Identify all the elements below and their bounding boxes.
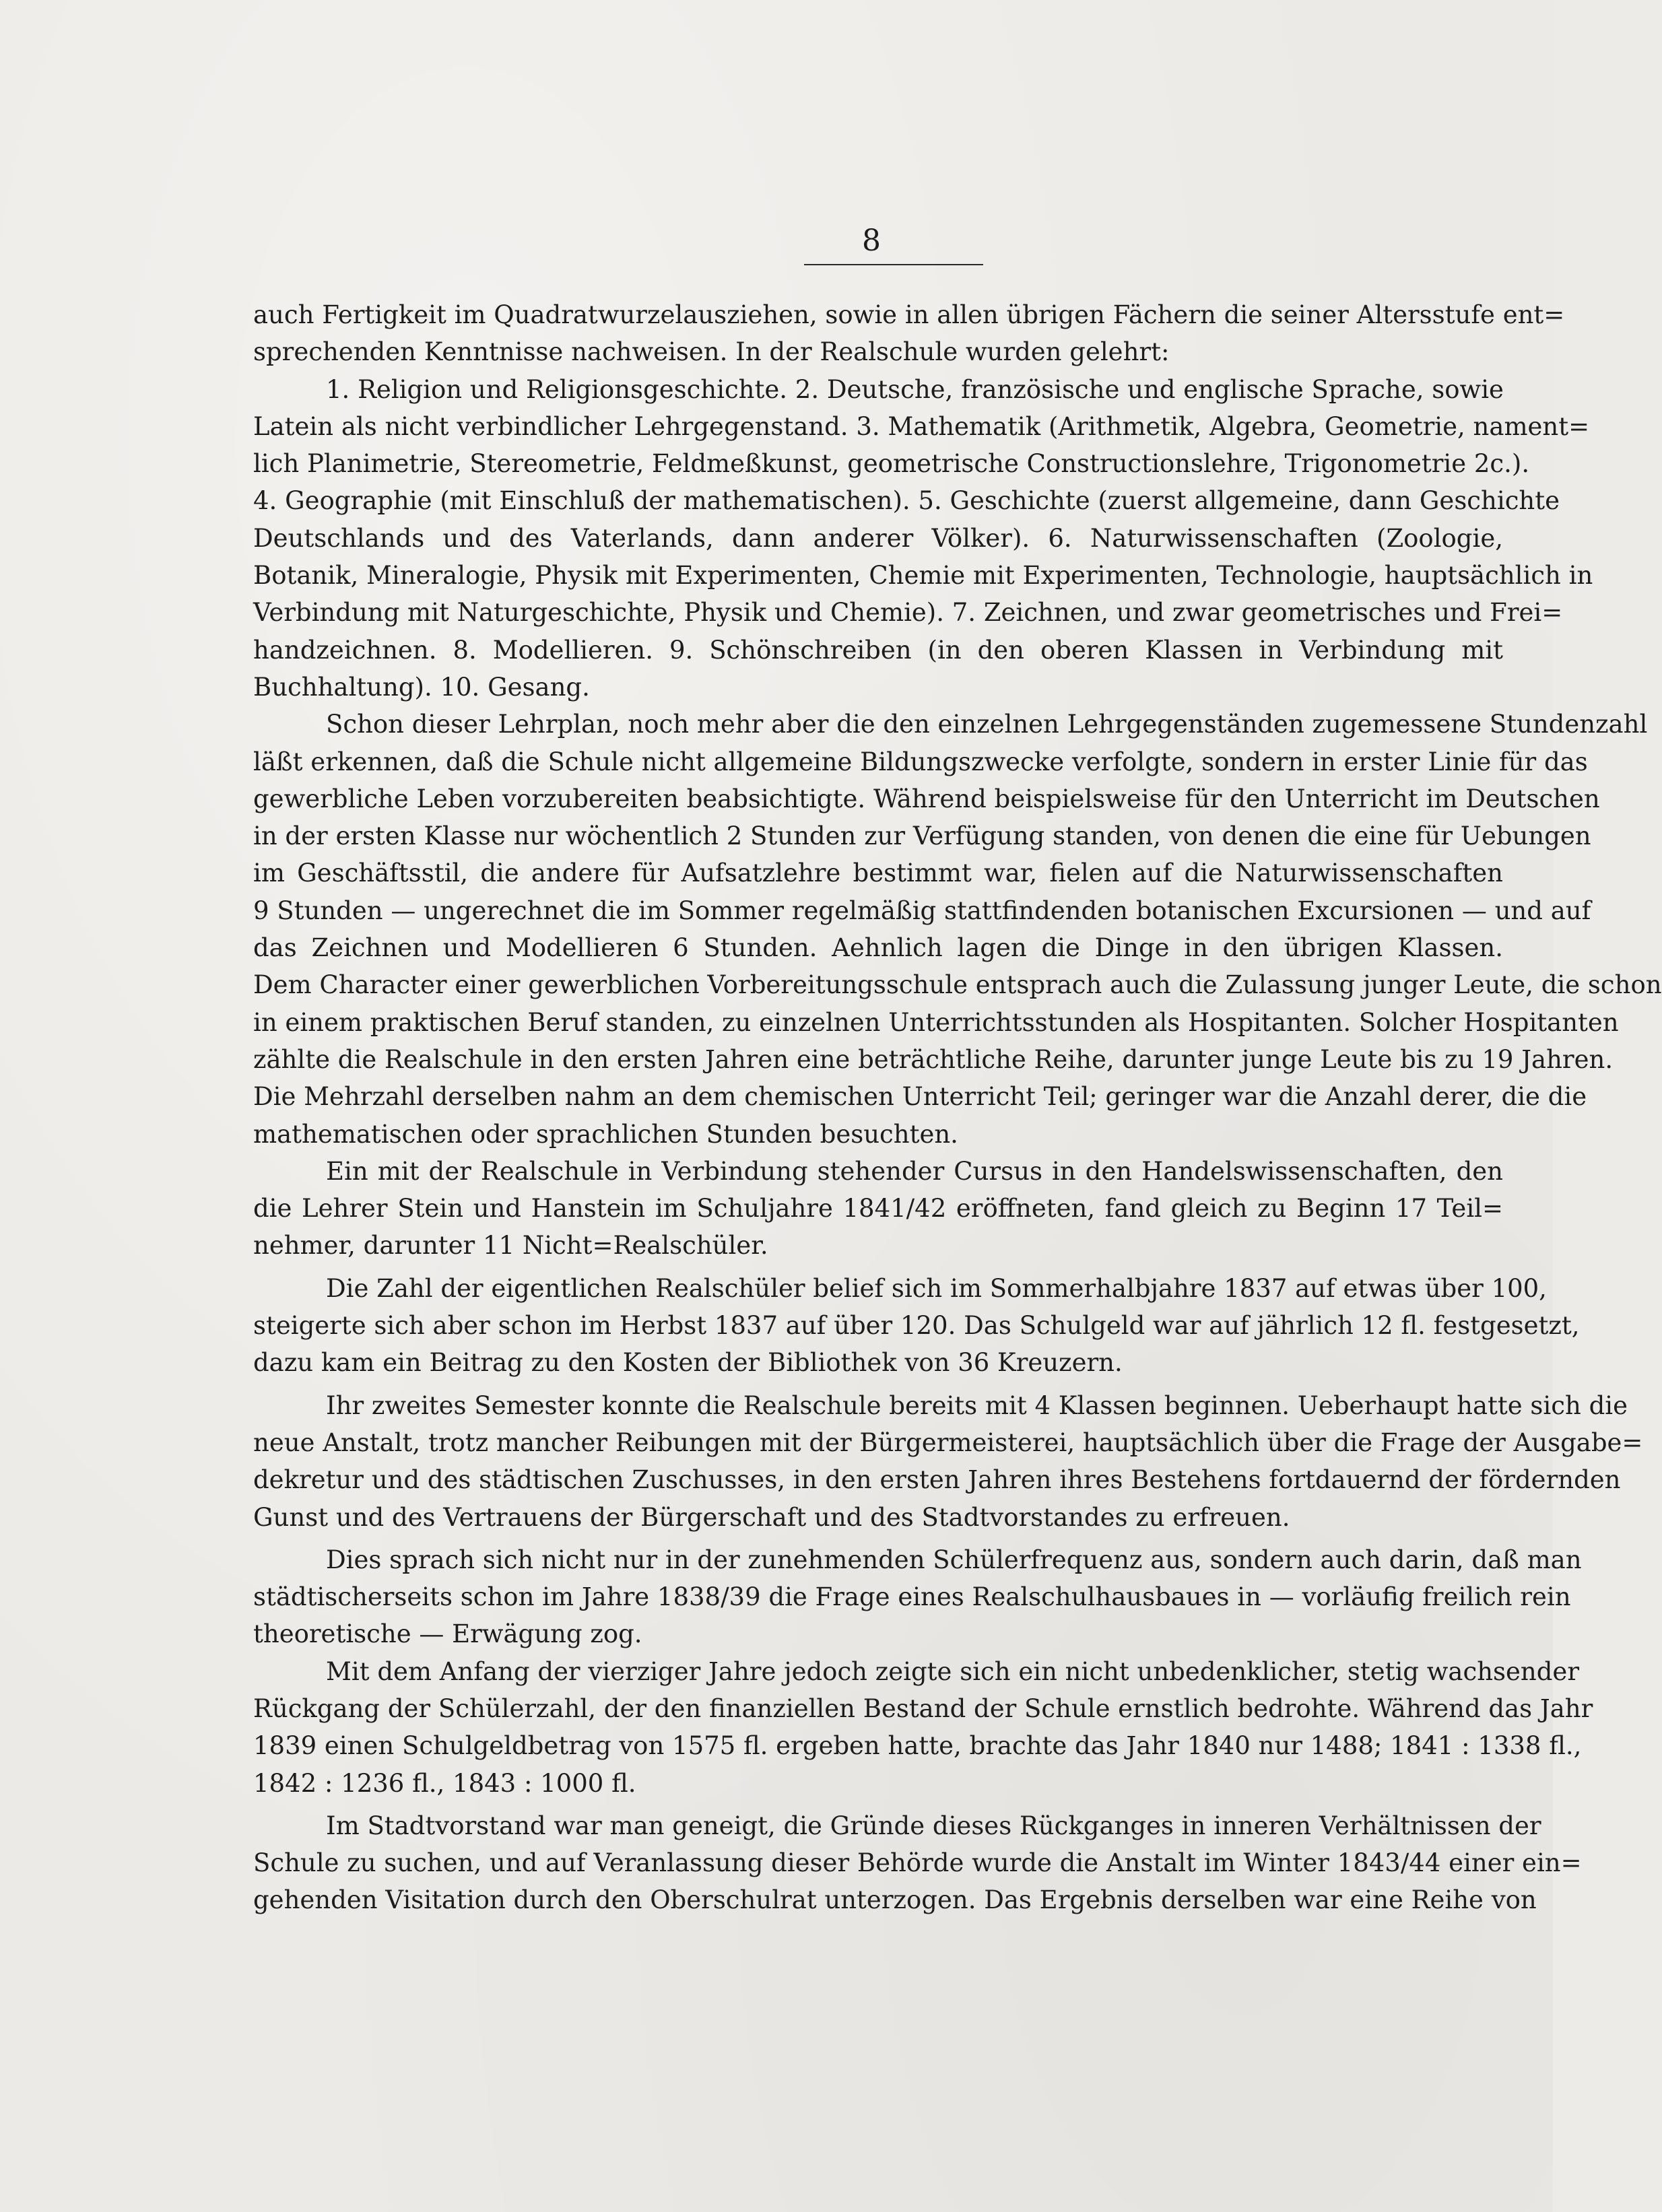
text-line: nehmer, darunter 11 Nicht=Realschüler. (253, 1231, 768, 1261)
text-line: Dies sprach sich nicht nur in der zunehmenden Schülerfrequenz aus, sondern auch darin, daß man (326, 1545, 1582, 1574)
text-line: Verbindung mit Naturgeschichte, Physik und Chemie). 7. Zeichnen, und zwar geometrisches und Frei= (253, 598, 1563, 628)
text-line: Botanik, Mineralogie, Physik mit Experimenten, Chemie mit Experimenten, Technologie, hauptsächlich in (253, 561, 1593, 591)
text-line: Die Mehrzahl derselben nahm an dem chemischen Unterricht Teil; geringer war die Anzahl derer, die die (253, 1082, 1587, 1112)
paragraph (253, 1653, 1593, 1802)
text-line: zählte die Realschule in den ersten Jahren eine beträchtliche Reihe, darunter junge Leute bis zu 19 Jahren. (253, 1044, 1614, 1074)
text-line: Die Zahl der eigentlichen Realschüler belief sich im Sommerhalbjahre 1837 auf etwas über 100, (326, 1273, 1547, 1303)
text-line: Deutschlands und des Vaterlands, dann anderer Völker). 6. Naturwissenschaften (Zoologie, (253, 523, 1503, 553)
paragraph (253, 706, 1662, 1153)
text-line: 1842 : 1236 fl., 1843 : 1000 fl. (253, 1768, 636, 1798)
text-line: Ein mit der Realschule in Verbindung stehender Cursus in den Handelswissenschaften, den (326, 1156, 1503, 1186)
body-text (253, 296, 1662, 1919)
text-line: steigerte sich aber schon im Herbst 1837 auf über 120. Das Schulgeld war auf jährlich 12 fl. festgesetzt, (253, 1311, 1580, 1341)
text-line: Mit dem Anfang der vierziger Jahre jedoch zeigte sich ein nicht unbedenklicher, stetig wachsender (326, 1656, 1580, 1686)
text-line: das Zeichnen und Modellieren 6 Stunden. Aehnlich lagen die Dinge in den übrigen Klassen. (253, 933, 1503, 963)
page-number: 8 (862, 224, 881, 258)
text-line: handzeichnen. 8. Modellieren. 9. Schönschreiben (in den oberen Klassen in Verbindung mit (253, 635, 1503, 665)
text-line: in einem praktischen Beruf standen, zu einzelnen Unterrichtsstunden als Hospitanten. Solcher Hospitanten (253, 1007, 1619, 1037)
paragraph (253, 1387, 1643, 1536)
text-line: gehenden Visitation durch den Oberschulrat unterzogen. Das Ergebnis derselben war eine Reihe von (253, 1885, 1537, 1915)
text-line: Rückgang der Schülerzahl, der den finanziellen Bestand der Schule ernstlich bedrohte. Während das Jahr (253, 1694, 1593, 1723)
paragraph (253, 1270, 1580, 1382)
text-line: sprechenden Kenntnisse nachweisen. In der Realschule wurden gelehrt: (253, 337, 1170, 367)
paragraph (253, 1807, 1582, 1919)
text-line: lich Planimetrie, Stereometrie, Feldmeßkunst, geometrische Constructionslehre, Trigonometrie 2c.). (253, 449, 1530, 479)
text-line: in der ersten Klasse nur wöchentlich 2 Stunden zur Verfügung standen, von denen die eine für Uebungen (253, 822, 1591, 851)
header-rule (804, 264, 983, 265)
text-line: 1. Religion und Religionsgeschichte. 2. Deutsche, französische und englische Sprache, sowie (326, 374, 1504, 404)
text-line: Gunst und des Vertrauens der Bürgerschaft und des Stadtvorstandes zu erfreuen. (253, 1502, 1290, 1532)
paragraph (253, 1541, 1582, 1653)
text-line: Dem Character einer gewerblichen Vorbereitungsschule entsprach auch die Zulassung junger Leute, die schon (253, 970, 1662, 1000)
text-line: läßt erkennen, daß die Schule nicht allgemeine Bildungszwecke verfolgte, sondern in erster Linie für das (253, 747, 1588, 776)
paragraph (253, 296, 1565, 371)
text-line: im Geschäftsstil, die andere für Aufsatzlehre bestimmt war, fielen auf die Naturwissenschaften (253, 859, 1503, 888)
text-line: Latein als nicht verbindlicher Lehrgegenstand. 3. Mathematik (Arithmetik, Algebra, Geometrie, nament= (253, 411, 1590, 441)
text-line: Schon dieser Lehrplan, noch mehr aber die den einzelnen Lehrgegenständen zugemessene Stundenzahl (326, 710, 1648, 739)
text-line: dekretur und des städtischen Zuschusses, in den ersten Jahren ihres Bestehens fortdauernd der fördernden (253, 1465, 1621, 1495)
text-line: gewerbliche Leben vorzubereiten beabsichtigte. Während beispielsweise für den Unterricht im Deutschen (253, 784, 1600, 813)
text-line: Buchhaltung). 10. Gesang. (253, 672, 590, 702)
paragraph (253, 371, 1593, 706)
text-line: dazu kam ein Beitrag zu den Kosten der Bibliothek von 36 Kreuzern. (253, 1348, 1123, 1378)
text-line: 4. Geographie (mit Einschluß der mathematischen). 5. Geschichte (zuerst allgemeine, dann Geschichte (253, 486, 1560, 516)
text-line: Schule zu suchen, und auf Veranlassung dieser Behörde wurde die Anstalt im Winter 1843/44 einer ein= (253, 1848, 1582, 1878)
text-line: neue Anstalt, trotz mancher Reibungen mit der Bürgermeisterei, hauptsächlich über die Frage der Ausgabe= (253, 1428, 1643, 1457)
text-line: 9 Stunden — ungerechnet die im Sommer regelmäßig stattfindenden botanischen Excursionen — und auf (253, 896, 1591, 925)
text-line: städtischerseits schon im Jahre 1838/39 die Frage eines Realschulhausbaues in — vorläufig freilich rein (253, 1582, 1571, 1612)
text-line: theoretische — Erwägung zog. (253, 1619, 642, 1649)
text-line: die Lehrer Stein und Hanstein im Schuljahre 1841/42 eröffneten, fand gleich zu Beginn 17 Teil= (253, 1194, 1503, 1224)
text-line: auch Fertigkeit im Quadratwurzelausziehen, sowie in allen übrigen Fächern die seiner Altersstufe ent= (253, 300, 1565, 329)
text-line: Im Stadtvorstand war man geneigt, die Gründe dieses Rückganges in inneren Verhältnissen der (326, 1811, 1541, 1840)
text-line: Ihr zweites Semester konnte die Realschule bereits mit 4 Klassen beginnen. Ueberhaupt hatte sich die (326, 1390, 1628, 1420)
text-line: 1839 einen Schulgeldbetrag von 1575 fl. ergeben hatte, brachte das Jahr 1840 nur 1488; 1841 : 1338 fl., (253, 1731, 1582, 1761)
text-line: mathematischen oder sprachlichen Stunden besuchten. (253, 1119, 958, 1149)
paragraph (253, 1153, 1503, 1265)
